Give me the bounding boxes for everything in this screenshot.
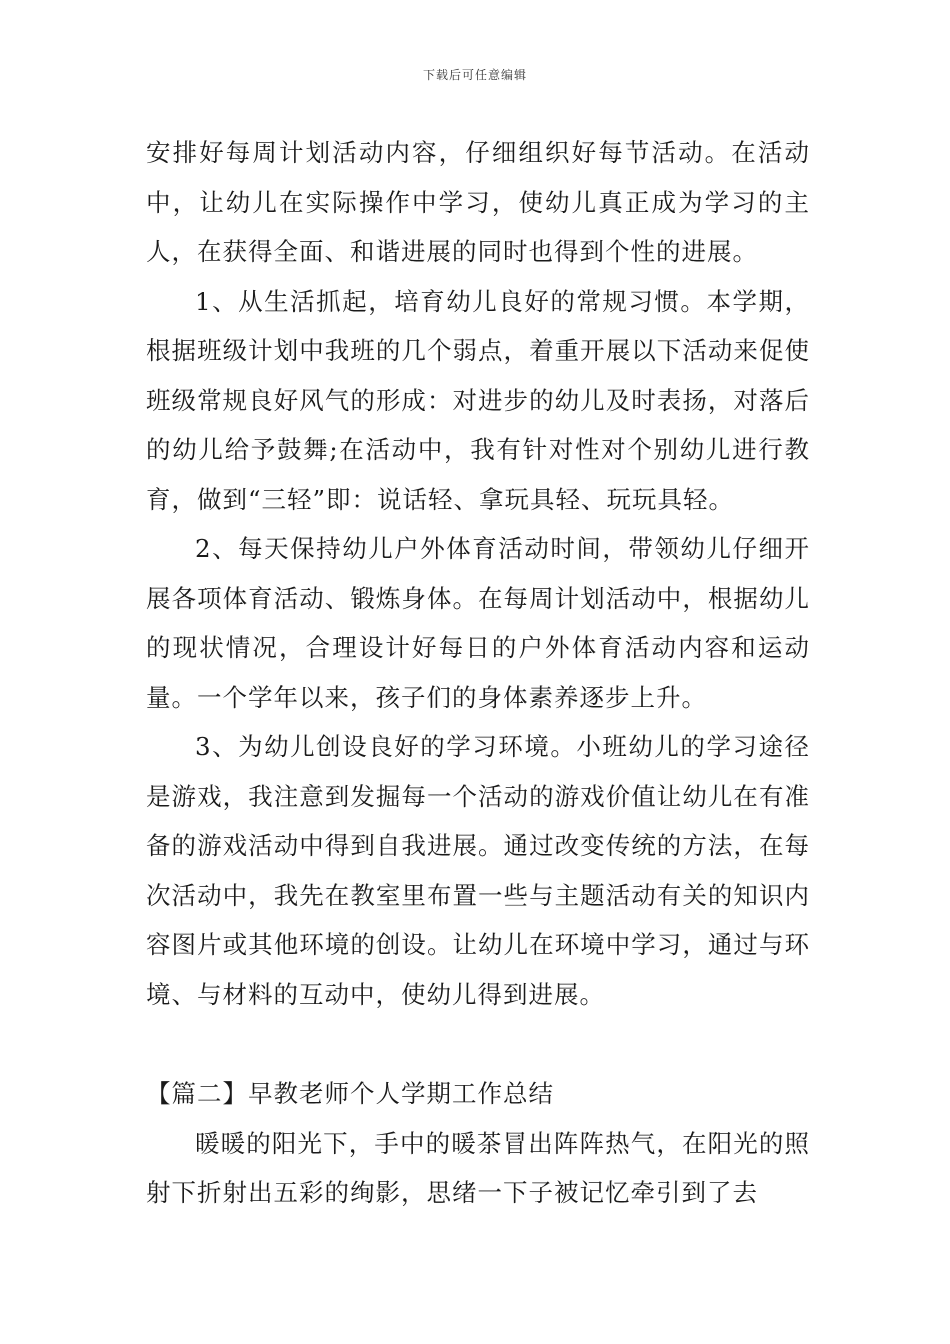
paragraph-item-1: 1、从生活抓起，培育幼儿良好的常规习惯。本学期，根据班级计划中我班的几个弱点，着重开展以下活动来促使班级常规良好风气的形成：对进步的幼儿及时表扬，对落后的幼儿给予鼓舞;在活动中，我有针对性对个别幼儿进行教育，做到“三轻”即：说话轻、拿玩具轻、玩玩具轻。	[146, 286, 810, 514]
section-paragraph: 暖暖的阳光下，手中的暖茶冒出阵阵热气，在阳光的照射下折射出五彩的绚影，思绪一下子被记忆牵引到了去	[146, 1128, 810, 1207]
page-header-note: 下载后可任意编辑	[422, 68, 527, 82]
paragraph-item-2: 2、每天保持幼儿户外体育活动时间，带领幼儿仔细开展各项体育活动、锻炼身体。在每周计划活动中，根据幼儿的现状情况，合理设计好每日的户外体育活动内容和运动量。一个学年以来，孩子们的身体素养逐步上升。	[146, 534, 810, 712]
paragraph-continuation: 安排好每周计划活动内容，仔细组织好每节活动。在活动中，让幼儿在实际操作中学习，使幼儿真正成为学习的主人，在获得全面、和谐进展的同时也得到个性的进展。	[146, 138, 810, 266]
document-body	[146, 128, 810, 1218]
paragraph-item-3: 3、为幼儿创设良好的学习环境。小班幼儿的学习途径是游戏，我注意到发掘每一个活动的游戏价值让幼儿在有准备的游戏活动中得到自我进展。通过改变传统的方法，在每次活动中，我先在教室里布置一些与主题活动有关的知识内容图片或其他环境的创设。让幼儿在环境中学习，通过与环境、与材料的互动中，使幼儿得到进展。	[146, 732, 810, 1009]
section-heading: 【篇二】早教老师个人学期工作总结	[146, 1079, 554, 1108]
